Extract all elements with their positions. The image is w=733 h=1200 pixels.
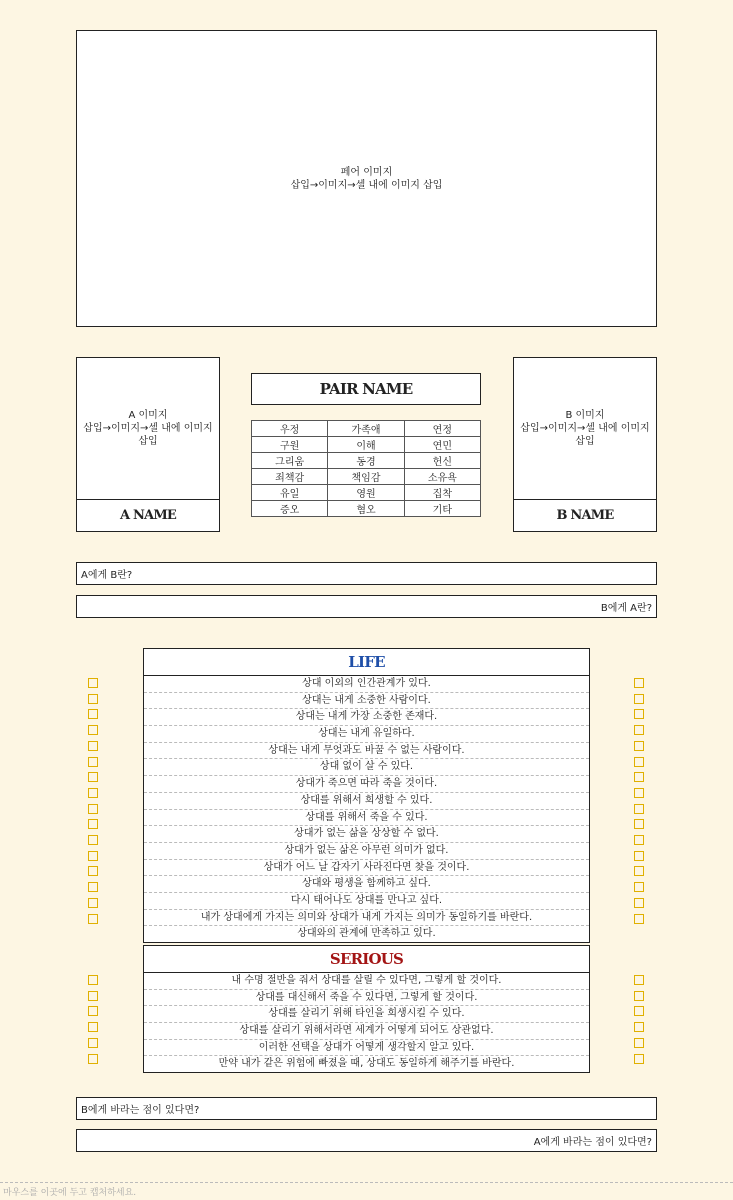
life-checkbox[interactable] [634, 694, 644, 704]
serious-item: 내 수명 절반을 줘서 상대를 살릴 수 있다면, 그렇게 할 것이다. [144, 973, 589, 990]
serious-checkbox[interactable] [88, 991, 98, 1001]
emotion-cell[interactable]: 유일 [252, 485, 328, 501]
life-list [144, 676, 589, 942]
emotion-cell[interactable]: 연민 [404, 437, 480, 453]
pair-image-cell[interactable] [76, 30, 657, 327]
life-checkbox[interactable] [634, 819, 644, 829]
emotion-cell[interactable]: 헌신 [404, 453, 480, 469]
serious-checkbox[interactable] [634, 991, 644, 1001]
life-checkbox[interactable] [88, 709, 98, 719]
b-name[interactable]: B NAME [513, 499, 657, 532]
hope-a-label: A에게 바라는 점이 있다면? [533, 1137, 652, 1148]
life-checkbox[interactable] [88, 835, 98, 845]
b-to-a-field[interactable] [76, 595, 657, 618]
life-checkbox[interactable] [634, 725, 644, 735]
serious-checkbox[interactable] [88, 1006, 98, 1016]
pair-image-label: 페어 이미지 [340, 166, 393, 178]
emotion-row [252, 421, 481, 437]
hope-b-label: B에게 바라는 점이 있다면? [81, 1105, 200, 1116]
hope-a-field[interactable] [76, 1129, 657, 1152]
b-image-hint: 삽입→이미지→셀 내에 이미지 삽입 [520, 423, 650, 447]
life-checkbox[interactable] [634, 678, 644, 688]
life-item: 상대는 내게 소중한 사람이다. [144, 693, 589, 710]
life-checkbox[interactable] [634, 788, 644, 798]
serious-checkbox[interactable] [634, 975, 644, 985]
life-item: 상대를 위해서 죽을 수 있다. [144, 810, 589, 827]
emotion-row [252, 469, 481, 485]
life-checkbox[interactable] [88, 882, 98, 892]
life-item: 상대가 없는 삶을 상상할 수 없다. [144, 826, 589, 843]
life-section [143, 648, 590, 943]
life-checkbox[interactable] [634, 882, 644, 892]
pair-image-hint: 삽입→이미지→셀 내에 이미지 삽입 [290, 179, 443, 191]
life-checkbox[interactable] [634, 851, 644, 861]
emotion-cell[interactable]: 가족애 [328, 421, 404, 437]
emotion-row [252, 453, 481, 469]
serious-item: 상대를 살리기 위해 타인을 희생시킬 수 있다. [144, 1006, 589, 1023]
life-item: 상대와 평생을 함께하고 싶다. [144, 876, 589, 893]
emotion-cell[interactable]: 혐오 [328, 501, 404, 517]
a-image-label: A 이미지 [128, 410, 168, 421]
emotion-cell[interactable]: 이해 [328, 437, 404, 453]
emotion-row [252, 437, 481, 453]
serious-item: 만약 내가 같은 위험에 빠졌을 때, 상대도 동일하게 해주기를 바란다. [218, 1058, 515, 1070]
life-item: 내가 상대에게 가지는 의미와 상대가 내게 가지는 의미가 동일하기를 바란다. [144, 910, 589, 927]
emotion-row [252, 501, 481, 517]
serious-item: 이러한 선택을 상대가 어떻게 생각할지 알고 있다. [144, 1040, 589, 1057]
life-checkbox[interactable] [634, 898, 644, 908]
serious-title: SERIOUS [144, 946, 589, 973]
serious-checkbox[interactable] [634, 1038, 644, 1048]
life-item: 상대 없이 살 수 있다. [144, 759, 589, 776]
life-checkbox[interactable] [88, 804, 98, 814]
life-checkbox[interactable] [634, 914, 644, 924]
life-item: 다시 태어나도 상대를 만나고 싶다. [144, 893, 589, 910]
life-checkbox[interactable] [634, 757, 644, 767]
serious-checkbox[interactable] [634, 1022, 644, 1032]
b-image-cell[interactable] [513, 357, 657, 500]
life-checkbox[interactable] [88, 725, 98, 735]
serious-list [144, 973, 589, 1072]
life-item: 상대는 내게 유일하다. [144, 726, 589, 743]
a-image-hint: 삽입→이미지→셀 내에 이미지 삽입 [83, 423, 213, 447]
emotion-grid [251, 420, 481, 517]
life-checkbox[interactable] [88, 819, 98, 829]
serious-checkbox[interactable] [88, 1038, 98, 1048]
life-checkbox[interactable] [634, 804, 644, 814]
emotion-cell[interactable]: 기타 [404, 501, 480, 517]
emotion-cell[interactable]: 영원 [328, 485, 404, 501]
life-checkbox[interactable] [634, 709, 644, 719]
emotion-cell[interactable]: 책임감 [328, 469, 404, 485]
life-checkbox[interactable] [88, 772, 98, 782]
emotion-cell[interactable]: 그리움 [252, 453, 328, 469]
serious-checkbox[interactable] [88, 975, 98, 985]
life-item: 상대가 죽으면 따라 죽을 것이다. [144, 776, 589, 793]
a-name[interactable]: A NAME [76, 499, 220, 532]
emotion-cell[interactable]: 증오 [252, 501, 328, 517]
emotion-cell[interactable]: 구원 [252, 437, 328, 453]
serious-section [143, 945, 590, 1073]
emotion-row [252, 485, 481, 501]
life-item: 상대는 내게 가장 소중한 존재다. [144, 709, 589, 726]
life-item: 상대가 없는 삶은 아무런 의미가 없다. [144, 843, 589, 860]
life-checkbox[interactable] [88, 757, 98, 767]
life-checkbox[interactable] [88, 851, 98, 861]
life-item: 상대와의 관계에 만족하고 있다. [297, 928, 436, 940]
b-image-label: B 이미지 [565, 410, 605, 421]
emotion-cell[interactable]: 동경 [328, 453, 404, 469]
life-item: 상대를 위해서 희생할 수 있다. [144, 793, 589, 810]
life-checkbox[interactable] [88, 788, 98, 798]
a-to-b-label: A에게 B란? [81, 570, 133, 581]
life-checkbox[interactable] [88, 694, 98, 704]
emotion-cell[interactable]: 우정 [252, 421, 328, 437]
life-item: 상대 이외의 인간관계가 있다. [144, 676, 589, 693]
life-item: 상대는 내게 무엇과도 바꿀 수 없는 사람이다. [144, 743, 589, 760]
emotion-cell[interactable]: 집착 [404, 485, 480, 501]
life-checkbox[interactable] [634, 866, 644, 876]
a-image-cell[interactable] [76, 357, 220, 500]
a-to-b-field[interactable] [76, 562, 657, 585]
life-checkbox[interactable] [88, 741, 98, 751]
emotion-cell[interactable]: 연정 [404, 421, 480, 437]
life-checkbox[interactable] [88, 898, 98, 908]
serious-checkbox[interactable] [634, 1006, 644, 1016]
life-checkbox[interactable] [88, 866, 98, 876]
life-checkbox[interactable] [634, 772, 644, 782]
life-item: 상대가 어느 날 갑자기 사라진다면 찾을 것이다. [144, 860, 589, 877]
capture-hint: 마우스를 이곳에 두고 캡처하세요. [0, 1182, 733, 1200]
life-checkbox[interactable] [634, 835, 644, 845]
life-checkbox[interactable] [634, 741, 644, 751]
pair-name[interactable]: PAIR NAME [251, 373, 481, 405]
life-checkbox[interactable] [88, 914, 98, 924]
serious-item: 상대를 살리기 위해서라면 세계가 어떻게 되어도 상관없다. [144, 1023, 589, 1040]
serious-checkbox[interactable] [634, 1054, 644, 1064]
life-title: LIFE [144, 649, 589, 676]
emotion-cell[interactable]: 소유욕 [404, 469, 480, 485]
serious-checkbox[interactable] [88, 1054, 98, 1064]
life-checkbox[interactable] [88, 678, 98, 688]
b-to-a-label: B에게 A란? [600, 603, 652, 614]
emotion-cell[interactable]: 죄책감 [252, 469, 328, 485]
serious-checkbox[interactable] [88, 1022, 98, 1032]
serious-item: 상대를 대신해서 죽을 수 있다면, 그렇게 할 것이다. [144, 990, 589, 1007]
hope-b-field[interactable] [76, 1097, 657, 1120]
